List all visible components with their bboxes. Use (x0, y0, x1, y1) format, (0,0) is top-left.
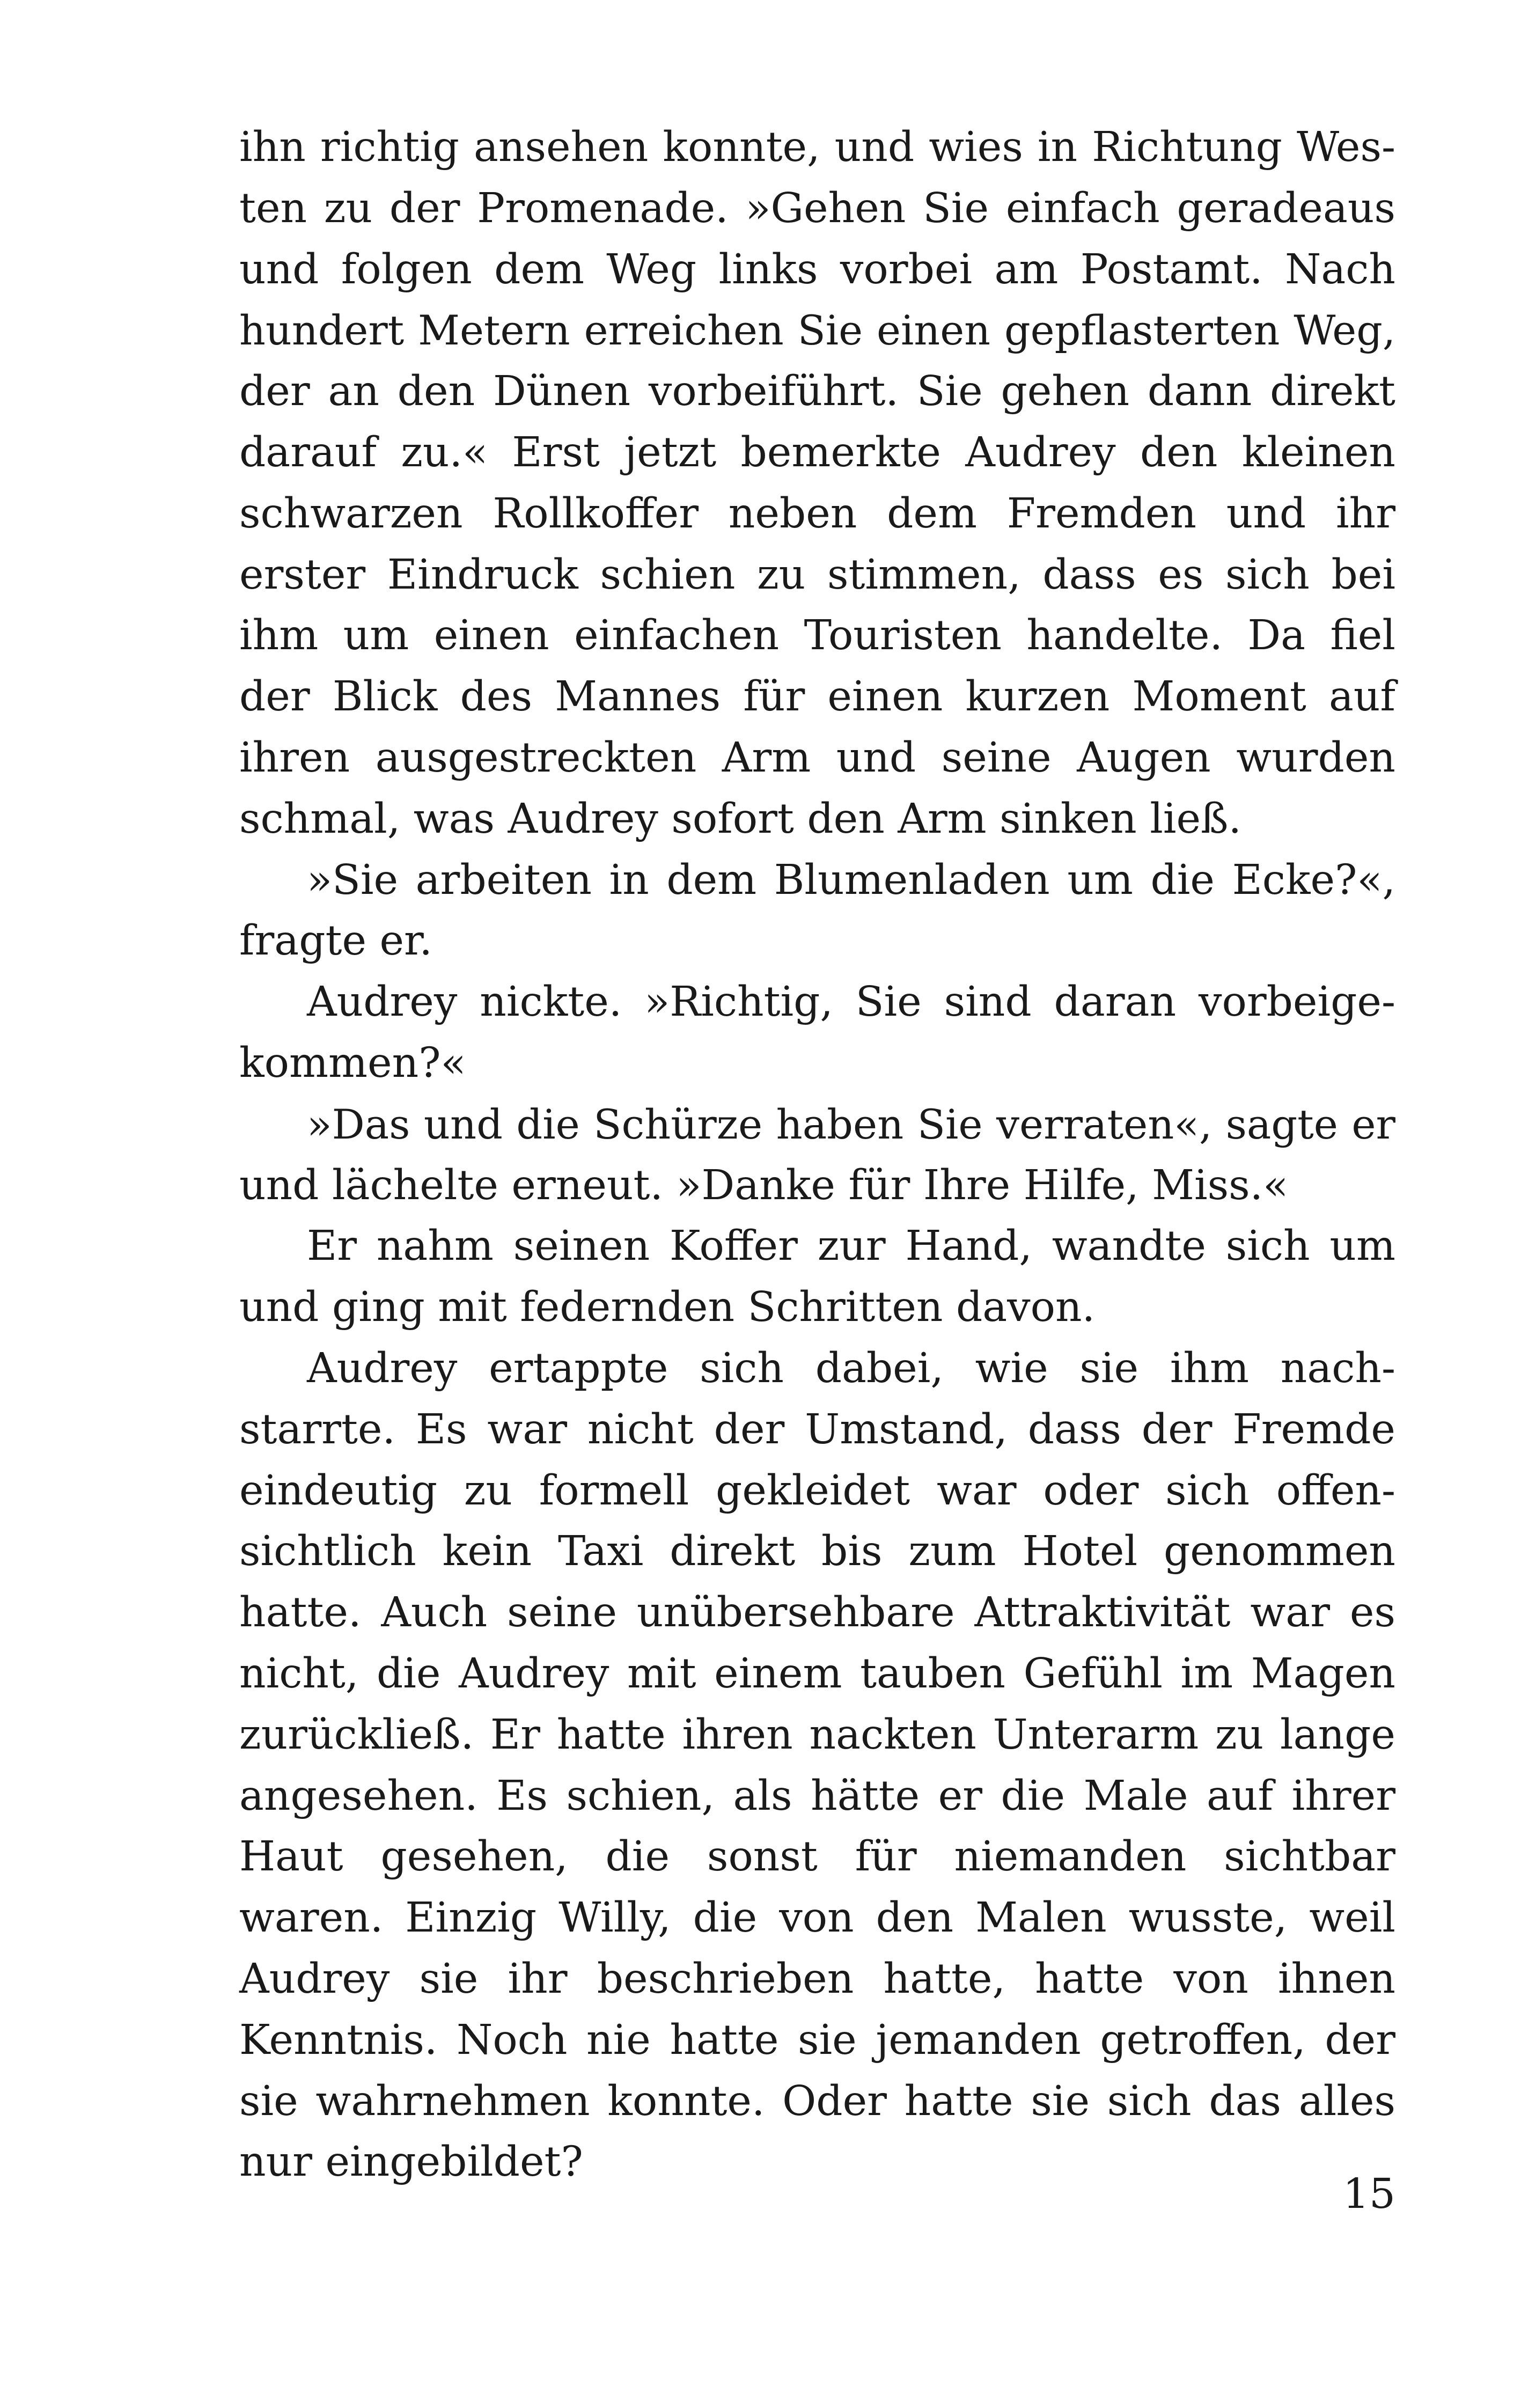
text-line: kommen?« (239, 1039, 466, 1087)
text-line: Audrey ertappte sich dabei, wie sie ihm nach- (307, 1344, 1395, 1392)
text-line: schwarzen Rollkoffer neben dem Fremden und ihr (239, 489, 1395, 538)
page-number: 15 (1343, 2170, 1395, 2218)
text-line: sichtlich kein Taxi direkt bis zum Hotel genommen (239, 1528, 1395, 1576)
text-line: hatte. Auch seine unübersehbare Attraktivität war es (239, 1589, 1395, 1637)
text-line: darauf zu.« Erst jetzt bemerkte Audrey den kleinen (239, 428, 1395, 476)
text-line: angesehen. Es schien, als hätte er die Male auf ihrer (239, 1772, 1395, 1820)
text-line: Haut gesehen, die sonst für niemanden sichtbar (239, 1833, 1395, 1881)
text-line: eindeutig zu formell gekleidet war oder sich offen- (239, 1466, 1395, 1515)
text-line: »Das und die Schürze haben Sie verraten«, sagte er (307, 1100, 1395, 1148)
text-line: ihren ausgestreckten Arm und seine Augen wurden (239, 733, 1395, 782)
text-line: ten zu der Promenade. »Gehen Sie einfach geradeaus (239, 184, 1395, 232)
body-text (239, 117, 1395, 2193)
text-line: nur eingebildet? (239, 2138, 583, 2186)
text-line: ihn richtig ansehen konnte, und wies in Richtung Wes- (239, 123, 1395, 171)
text-line: Audrey nickte. »Richtig, Sie sind daran vorbeige- (307, 978, 1395, 1026)
text-line: starrte. Es war nicht der Umstand, dass der Fremde (239, 1405, 1395, 1453)
text-line: schmal, was Audrey sofort den Arm sinken ließ. (239, 795, 1241, 843)
text-line: Audrey sie ihr beschrieben hatte, hatte von ihnen (239, 1955, 1395, 2003)
text-line: und lächelte erneut. »Danke für Ihre Hilfe, Miss.« (239, 1161, 1289, 1209)
text-line: der Blick des Mannes für einen kurzen Moment auf (239, 673, 1395, 721)
text-line: sie wahrnehmen konnte. Oder hatte sie sich das alles (239, 2077, 1395, 2125)
text-line: Kenntnis. Noch nie hatte sie jemanden getroffen, der (239, 2016, 1395, 2064)
text-line: waren. Einzig Willy, die von den Malen wusste, weil (239, 1894, 1395, 1942)
text-line: und ging mit federnden Schritten davon. (239, 1283, 1096, 1332)
text-line: erster Eindruck schien zu stimmen, dass es sich bei (239, 550, 1395, 599)
text-line: zurückließ. Er hatte ihren nackten Unterarm zu lange (239, 1710, 1395, 1759)
text-line: der an den Dünen vorbeiführt. Sie gehen dann direkt (239, 368, 1395, 416)
text-line: »Sie arbeiten in dem Blumenladen um die Ecke?«, (307, 856, 1395, 904)
text-line: nicht, die Audrey mit einem tauben Gefühl im Magen (239, 1649, 1395, 1698)
text-line: ihm um einen einfachen Touristen handelte. Da fiel (239, 612, 1395, 660)
text-line: fragte er. (239, 917, 432, 965)
text-line: Er nahm seinen Koffer zur Hand, wandte sich um (307, 1222, 1395, 1271)
text-line: hundert Metern erreichen Sie einen gepflasterten Weg, (239, 306, 1395, 355)
text-line: und folgen dem Weg links vorbei am Postamt. Nach (239, 245, 1395, 293)
